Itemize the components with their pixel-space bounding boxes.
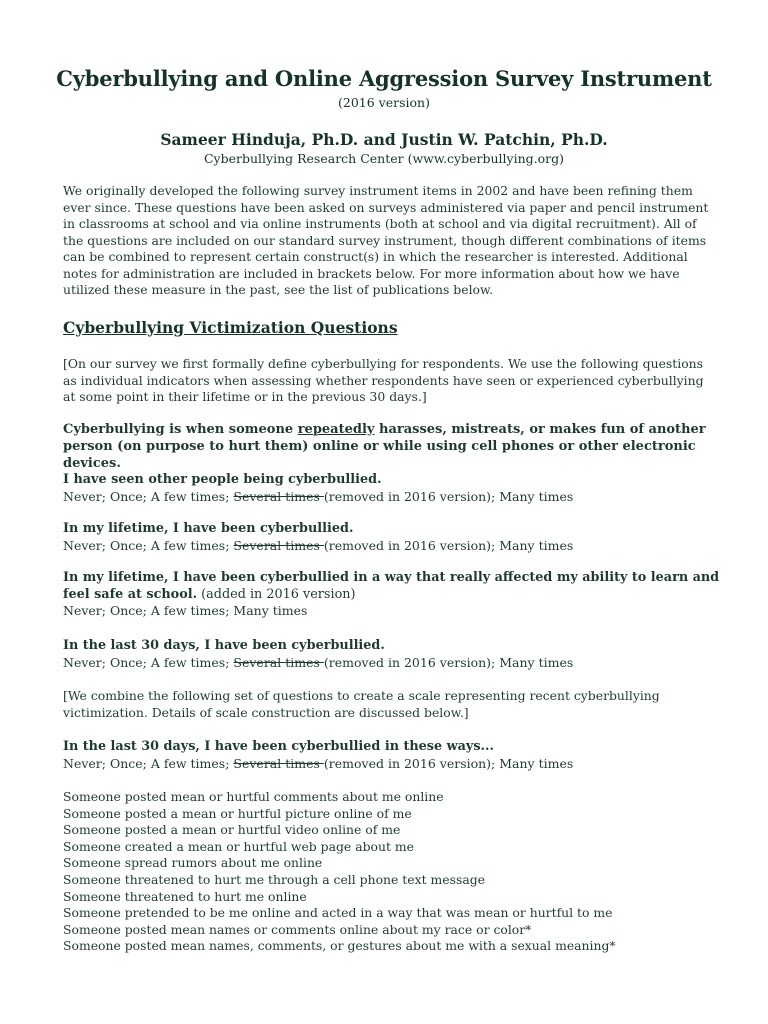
question-stem: In my lifetime, I have been cyberbullied. — [63, 521, 354, 536]
list-item: Someone pretended to be me online and acted in a way that was mean or hurtful to me — [63, 905, 613, 921]
definition-start: Cyberbullying is when someone — [63, 422, 298, 437]
admin-note-1: [On our survey we first formally define cyberbullying for respondents. We use the following questions as individual indicators when assessing whether respondents have seen or experienced cyberbullying at some point in their lifetime or in the previous 30 days.] — [63, 356, 704, 404]
removed-option: Several times — [233, 755, 324, 771]
question-stem — [63, 570, 723, 603]
response-options: Never; Once; A few times; Many times — [63, 603, 308, 618]
list-item: Someone spread rumors about me online — [63, 855, 323, 871]
list-item: Someone posted mean names or comments online about my race or color* — [63, 921, 532, 937]
question-added-note: (added in 2016 version) — [197, 586, 356, 602]
question-item — [63, 521, 723, 554]
options-suffix: (removed in 2016 version); Many times — [323, 488, 574, 504]
definition-underlined-word: repeatedly — [297, 422, 375, 437]
options-prefix: Never; Once; A few times; — [63, 488, 234, 504]
list-item: Someone posted a mean or hurtful picture online of me — [63, 805, 412, 821]
definition-end: harasses, mistreats, or makes fun of another person (on purpose to hurt them) online or while using cell phones or other electronic devices. — [63, 422, 706, 471]
options-suffix: (removed in 2016 version); Many times — [323, 755, 574, 771]
cyberbullying-definition — [63, 421, 711, 472]
question-item — [63, 570, 723, 620]
options-prefix: Never; Once; A few times; — [63, 654, 234, 670]
list-item: Someone posted mean names, comments, or gestures about me with a sexual meaning* — [63, 938, 616, 954]
research-center: Cyberbullying Research Center (www.cyberbullying.org) — [203, 151, 564, 166]
question-stem: In the last 30 days, I have been cyberbullied. — [63, 638, 385, 653]
response-options — [63, 489, 723, 506]
options-prefix: Never; Once; A few times; — [63, 755, 234, 771]
list-item: Someone created a mean or hurtful web page about me — [63, 838, 414, 854]
list-item: Someone posted mean or hurtful comments about me online — [63, 789, 444, 804]
response-options — [63, 756, 723, 773]
document-version: (2016 version) — [338, 95, 430, 110]
question-item — [63, 739, 723, 772]
question-stem: I have seen other people being cyberbullied. — [63, 472, 382, 487]
list-item: Someone posted a mean or hurtful video online of me — [63, 822, 401, 838]
question-stem-text: In my lifetime, I have been cyberbullied in a way that really affected my ability to learn and feel safe at school. — [63, 570, 720, 602]
document-title: Cyberbullying and Online Aggression Survey Instrument — [56, 66, 712, 91]
question-stem: In the last 30 days, I have been cyberbullied in these ways... — [63, 739, 494, 754]
removed-option: Several times — [233, 537, 324, 553]
list-item: Someone threatened to hurt me through a cell phone text message — [63, 871, 485, 887]
options-suffix: (removed in 2016 version); Many times — [323, 654, 574, 670]
options-suffix: (removed in 2016 version); Many times — [323, 537, 574, 553]
list-item: Someone threatened to hurt me online — [63, 888, 307, 904]
response-options — [63, 538, 723, 555]
victimization-item-list — [63, 789, 713, 955]
intro-paragraph: We originally developed the following survey instrument items in 2002 and have been refining them ever since. These questions have been asked on surveys administered via paper and pencil instrument in classrooms at school and via online instruments (both at school and via digital recruitment). All of the questions are included on our standard survey instrument, though different combinations of items can be combined to represent certain construct(s) in which the researcher is interested. Additional notes for administration are included in brackets below. For more information about how we have utilized these measure in the past, see the list of publications below. — [63, 183, 709, 297]
removed-option: Several times — [233, 654, 324, 670]
section-heading: Cyberbullying Victimization Questions — [63, 318, 398, 337]
removed-option: Several times — [233, 488, 324, 504]
admin-note-2: [We combine the following set of questions to create a scale representing recent cyberbullying victimization. Details of scale construction are discussed below.] — [63, 688, 660, 720]
response-options — [63, 655, 723, 672]
authors: Sameer Hinduja, Ph.D. and Justin W. Patchin, Ph.D. — [160, 130, 608, 149]
question-item — [63, 472, 723, 505]
options-prefix: Never; Once; A few times; — [63, 537, 234, 553]
question-item — [63, 638, 723, 671]
